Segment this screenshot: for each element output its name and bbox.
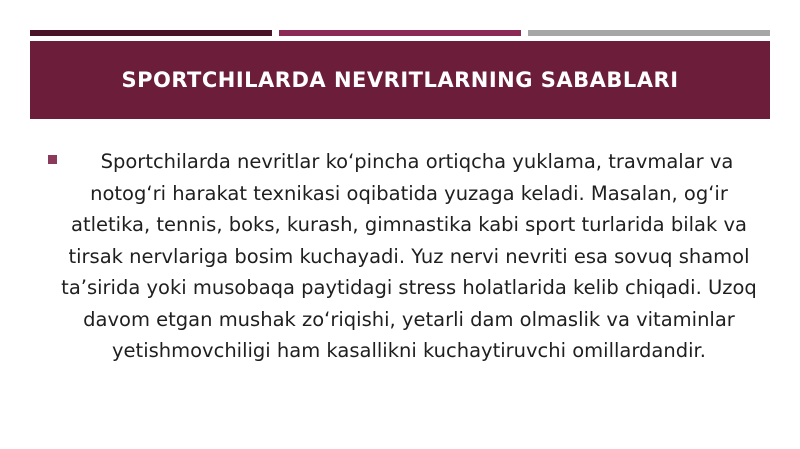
slide-title: SPORTCHILARDA NEVRITLARNING SABABLARI: [121, 68, 679, 92]
top-bar-light: [528, 30, 770, 36]
top-bar-mid: [279, 30, 521, 36]
slide-content: [48, 146, 770, 367]
top-bar-dark: [30, 30, 272, 36]
title-band: [30, 41, 770, 119]
decorative-top-bars: [30, 30, 770, 36]
bullet-text: Sportchilarda nevritlar ko‘pincha ortiqcha yuklama, travmalar va notog‘ri harakat texnikasi oqibatida yuzaga keladi. Masalan, og‘ir atletika, tennis, boks, kurash, gimnastika kabi sport turlarida bilak va tirsak nervlariga bosim kuchayadi. Yuz nervi nevriti esa sovuq shamol ta’sirida yoki musobaqa paytidagi stress holatlarida kelib chiqadi. Uzoq davom etgan mushak zo‘riqishi, yetarli dam olmaslik va vitaminlar yetishmovchiligi ham kasallikni kuchaytiruvchi omillardandir.: [61, 150, 757, 362]
square-bullet-icon: [48, 155, 57, 164]
